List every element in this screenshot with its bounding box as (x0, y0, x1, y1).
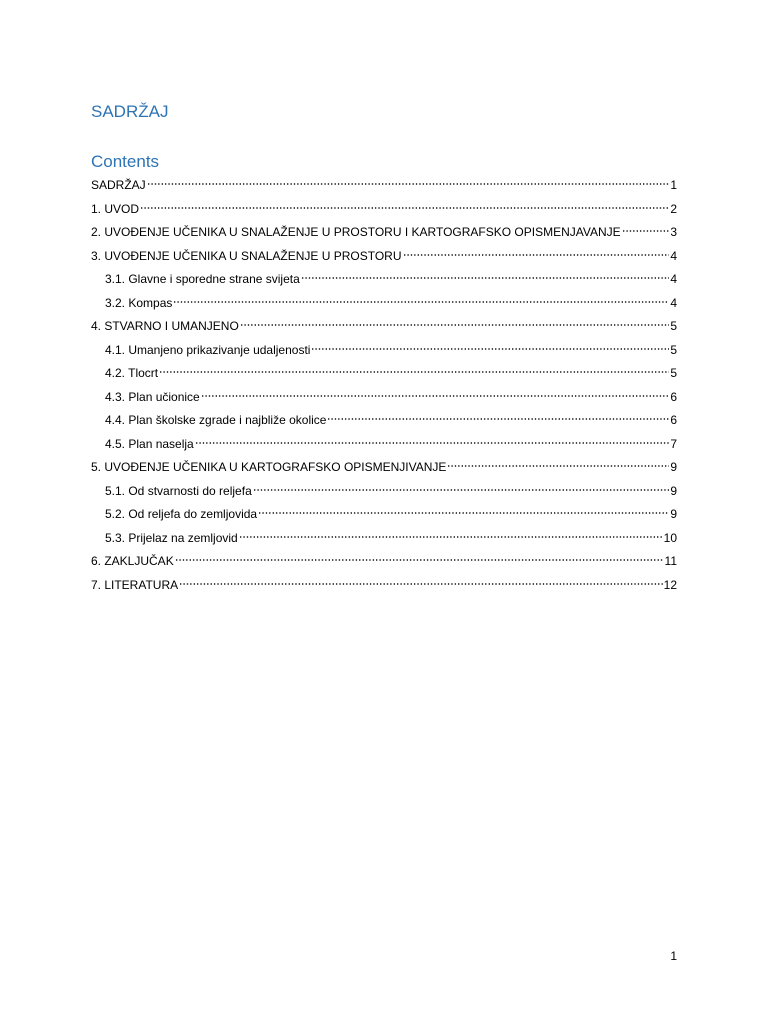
toc-entry-page-number: 9 (670, 483, 677, 498)
toc-entry-title: 5.1. Od stvarnosti do reljefa (105, 483, 252, 498)
toc-entry-title: 6. ZAKLJUČAK (91, 554, 174, 568)
toc-entry-title: 1. UVOD (91, 201, 140, 216)
toc-entry[interactable] (91, 433, 677, 457)
toc-dot-leader (239, 535, 663, 539)
toc-entry[interactable] (91, 315, 677, 339)
toc-entry-page-number: 9 (670, 507, 677, 521)
toc-entry-page-number: 6 (670, 389, 677, 404)
toc-dot-leader (253, 488, 670, 492)
page-number: 1 (670, 949, 677, 963)
toc-entry[interactable] (91, 174, 677, 198)
toc-entry[interactable] (91, 245, 677, 269)
toc-entry-title: 2. UVOĐENJE UČENIKA U SNALAŽENJE U PROSTORU I KARTOGRAFSKO OPISMENJAVANJE (91, 225, 621, 239)
toc-entry[interactable] (91, 198, 677, 222)
toc-dot-leader (195, 441, 670, 445)
toc-entry-page-number: 1 (670, 178, 677, 192)
toc-entry-title: 3. UVOĐENJE UČENIKA U SNALAŽENJE U PROSTORU (91, 248, 402, 263)
toc-entry-page-number: 10 (663, 530, 677, 545)
toc-entry[interactable] (91, 550, 677, 574)
toc-entry-title: SADRŽAJ (91, 178, 146, 192)
toc-entry[interactable] (91, 362, 677, 386)
toc-dot-leader (311, 347, 669, 351)
toc-dot-leader (327, 417, 669, 421)
toc-dot-leader (301, 276, 670, 280)
toc-dot-leader (147, 182, 670, 186)
toc-entry[interactable] (91, 456, 677, 480)
toc-entry-page-number: 9 (670, 460, 677, 474)
toc-entry-title: 4.2. Tlocrt (105, 366, 159, 380)
toc-dot-leader (179, 582, 663, 586)
toc-entry-title: 5.2. Od reljefa do zemljovida (105, 507, 258, 521)
toc-entry-title: 4.3. Plan učionice (105, 389, 200, 404)
toc-entry-page-number: 7 (670, 436, 677, 451)
toc-entry-page-number: 4 (670, 272, 677, 286)
toc-entry-title: 3.1. Glavne i sporedne strane svijeta (105, 272, 300, 286)
toc-dot-leader (175, 558, 664, 562)
toc-entry[interactable] (91, 292, 677, 316)
toc-dot-leader (201, 394, 670, 398)
toc-entry-page-number: 5 (670, 366, 677, 380)
toc-entry-title: 4.4. Plan školske zgrade i najbliže okolice (105, 413, 327, 427)
toc-entry[interactable] (91, 339, 677, 363)
toc-entry-title: 3.2. Kompas (105, 295, 173, 310)
toc-entry-title: 4.5. Plan naselja (105, 436, 194, 451)
toc-entry-page-number: 11 (664, 554, 677, 568)
toc-entry-title: 5.3. Prijelaz na zemljovid (105, 530, 238, 545)
toc-dot-leader (403, 253, 670, 257)
toc-entry[interactable] (91, 574, 677, 598)
toc-entry-page-number: 3 (670, 225, 677, 239)
contents-heading: Contents (91, 152, 160, 171)
toc-entry-page-number: 5 (670, 342, 677, 357)
toc-dot-leader (159, 370, 669, 374)
toc-dot-leader (140, 206, 669, 210)
document-heading: SADRŽAJ (91, 102, 169, 121)
toc-entry-page-number: 4 (670, 248, 677, 263)
toc-entry-title: 4. STVARNO I UMANJENO (91, 319, 239, 333)
toc-entry[interactable] (91, 480, 677, 504)
toc-entry-page-number: 12 (663, 577, 677, 592)
toc-entry-title: 5. UVOĐENJE UČENIKA U KARTOGRAFSKO OPISMENJIVANJE (91, 460, 447, 474)
toc-dot-leader (240, 323, 670, 327)
toc-entry[interactable] (91, 503, 677, 527)
toc-entry-title: 4.1. Umanjeno prikazivanje udaljenosti (105, 342, 311, 357)
toc-entry-page-number: 5 (670, 319, 677, 333)
toc-entry[interactable] (91, 221, 677, 245)
toc-entry[interactable] (91, 386, 677, 410)
toc-entry[interactable] (91, 268, 677, 292)
toc-entry[interactable] (91, 409, 677, 433)
toc-entry-page-number: 2 (670, 201, 677, 216)
toc-entry[interactable] (91, 527, 677, 551)
toc-dot-leader (258, 511, 669, 515)
toc-entry-title: 7. LITERATURA (91, 577, 179, 592)
toc-dot-leader (447, 464, 669, 468)
toc-dot-leader (173, 300, 669, 304)
toc-dot-leader (622, 229, 670, 233)
toc-entry-page-number: 6 (670, 413, 677, 427)
toc-entry-page-number: 4 (670, 295, 677, 310)
table-of-contents (91, 174, 677, 597)
